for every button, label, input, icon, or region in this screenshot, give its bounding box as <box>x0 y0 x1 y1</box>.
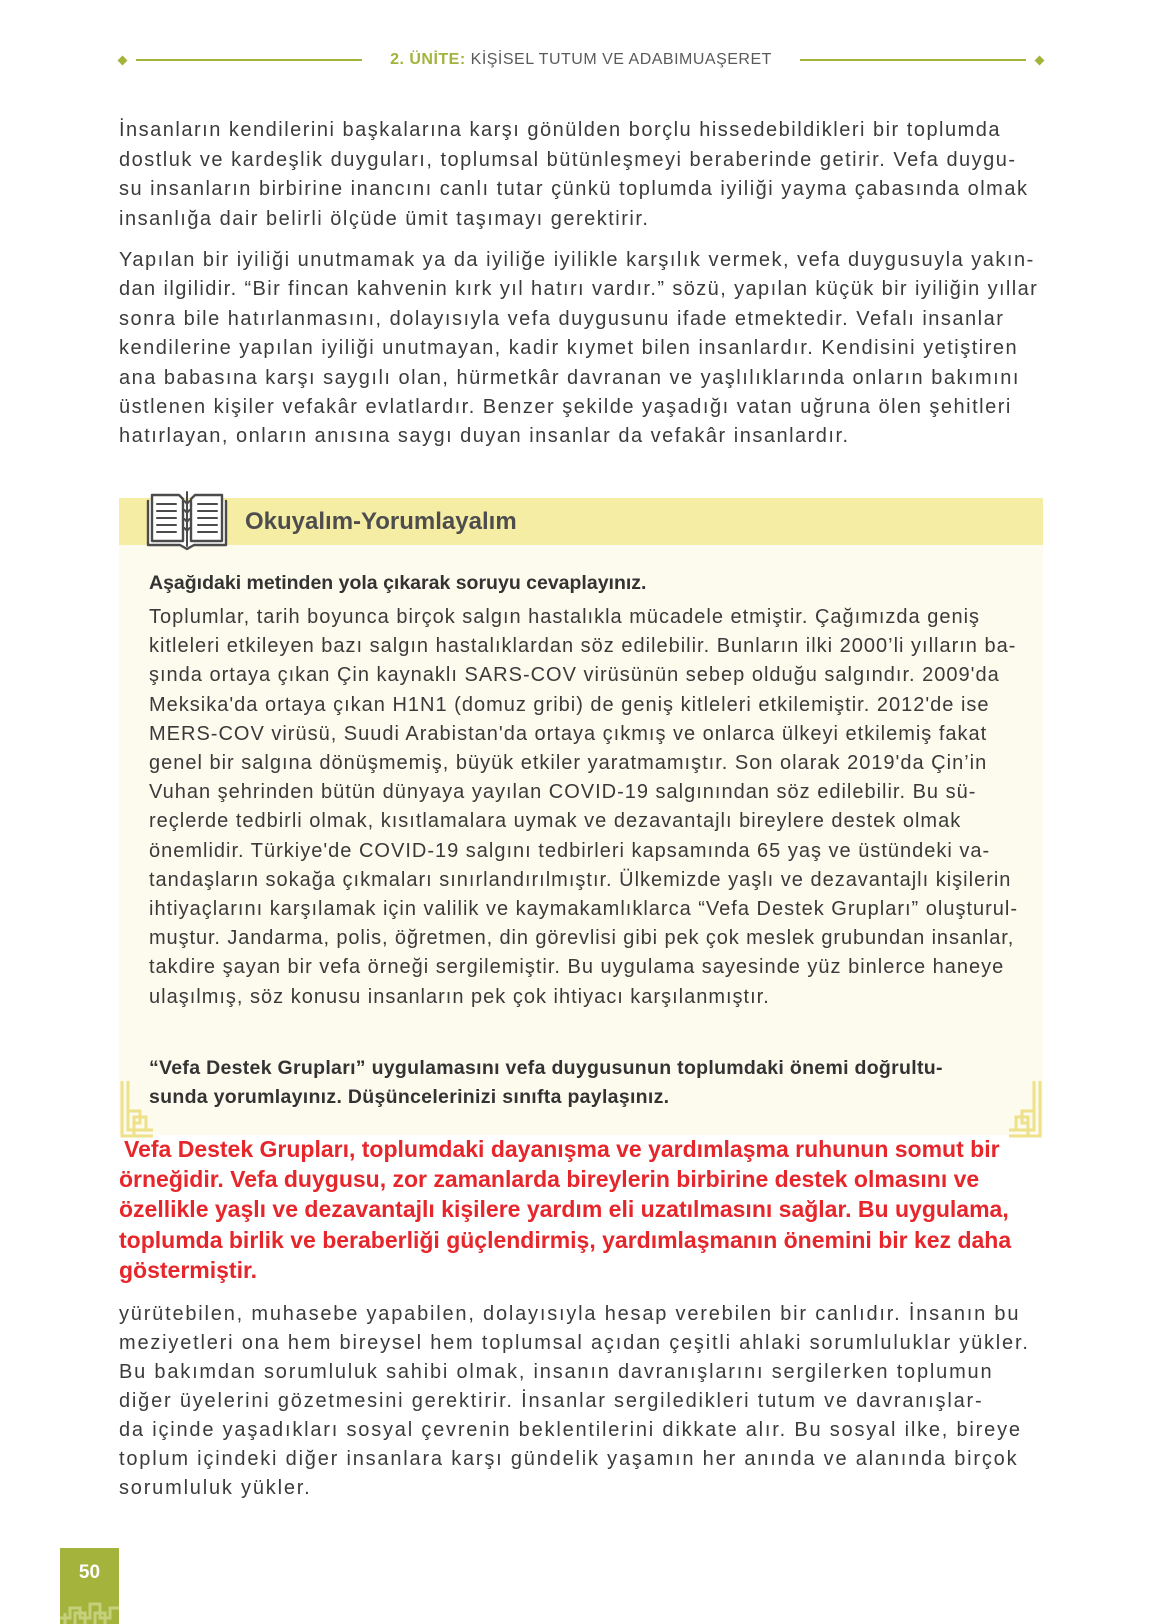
text-line: sonra bile hatırlanmasını, dolayısıyla vefa duygusunu ifade etmektedir. Vefalı insanlar <box>119 307 1005 330</box>
text-line: İnsanların kendilerini başkalarına karşı gönülden borçlu hissedebildikleri bir toplumda <box>119 119 1002 141</box>
text-line: Meksika'da ortaya çıkan H1N1 (domuz gribi) de geniş kitleleri etkilemiştir. 2012'de ise <box>149 693 990 716</box>
text-line: hatırlayan, onların anısına saygı duyan insanlar da vefakâr insanlardır. <box>119 425 850 448</box>
text-line: “Vefa Destek Grupları” uygulamasını vefa duygusunun toplumdaki önemi doğrultu- <box>149 1057 943 1079</box>
text-line: şında ortaya çıkan Çin kaynaklı SARS-COV virüsünün sebep olduğu salgındır. 2009'da <box>149 664 1000 687</box>
student-answer <box>119 1134 1043 1285</box>
intro-paragraph-1 <box>119 116 1043 234</box>
text-line: insanlığa dair belirli ölçüde ümit taşımayı gerektirir. <box>119 207 650 230</box>
text-line: yürütebilen, muhasebe yapabilen, dolayısıyla hesap verebilen bir canlıdır. İnsanın bu <box>119 1303 1021 1325</box>
text-line: takdire şayan bir vefa örneği sergilemiştir. Bu uygulama sayesinde yüz binlerce haneye <box>149 956 1005 979</box>
page-number-tab <box>60 1548 119 1624</box>
text-line: ihtiyaçlarını karşılamak için valilik ve kaymakamlıklarca “Vefa Destek Grupları” oluşturul- <box>149 898 1019 921</box>
text-line: önemlidir. Türkiye'de COVID-19 salgını tedbirleri kapsamında 65 yaş ve üstündeki va- <box>149 839 991 862</box>
text-line: toplumda birlik ve beraberliği güçlendirmiş, yardımlaşmanın önemini bir kez daha <box>119 1226 1012 1253</box>
text-line: kendilerine yapılan iyiliği unutmayan, kadir kıymet bilen insanlardır. Kendisini yetiştiren <box>119 337 1019 360</box>
text-line: dan ilgilidir. “Bir fincan kahvenin kırk yıl hatırı vardır.” sözü, yapılan küçük bir iyiliğin yıllar <box>119 278 1039 301</box>
open-book-icon <box>146 489 228 551</box>
diamond-icon <box>1035 55 1045 65</box>
text-line: Yapılan bir iyiliği unutmamak ya da iyiliğe iyilikle karşılık vermek, vefa duygusuyla yakın- <box>119 249 1035 271</box>
text-line: MERS-COV virüsü, Suudi Arabistan'da ortaya çıkmış ve onlarca ülkeyi etkilemiş fakat <box>149 722 988 745</box>
activity-question <box>149 1054 1019 1112</box>
text-line: kitleleri etkileyen bazı salgın hastalıklardan söz edilebilir. Bunların ilki 2000’li yılların ba- <box>149 635 1017 658</box>
text-line: diğer üyelerini gözetmesini gerektirir. İnsanlar sergiledikleri tutum ve davranışlar- <box>119 1390 984 1412</box>
knot-ornament-icon <box>119 1081 153 1139</box>
text-line: ana babasına karşı saygılı olan, hürmetkâr davranan ve yaşlılıklarında onların bakımını <box>119 366 1020 389</box>
knot-ornament-icon <box>60 1598 119 1624</box>
intro-paragraph-2 <box>119 246 1043 452</box>
unit-title: KİŞİSEL TUTUM VE ADABIMUAŞERET <box>470 51 772 68</box>
text-line: genel bir salgına dönüşmemiş, büyük etkiler yaratmamıştır. Son olarak 2019'da Çin’in <box>149 752 988 775</box>
reading-passage <box>149 603 1019 1012</box>
page-header <box>119 50 1043 70</box>
text-line: muştur. Jandarma, polis, öğretmen, din görevlisi gibi pek çok meslek grubundan insanlar, <box>149 927 1015 950</box>
knot-ornament-icon <box>1009 1081 1043 1139</box>
text-line: ulaşılmış, söz konusu insanların pek çok ihtiyacı karşılanmıştır. <box>149 985 770 1008</box>
text-line: da içinde yaşadıkları sosyal çevrenin beklentilerini dikkate alır. Bu sosyal ilke, bireye <box>119 1419 1022 1441</box>
text-line: örneğidir. Vefa duygusu, zor zamanlarda bireylerin birbirine destek olmasını ve <box>119 1166 980 1193</box>
text-line: reçlerde tedbirli olmak, kısıtlamalara uymak ve dezavantajlı bireylere destek olmak <box>149 810 962 833</box>
text-line: üstlenen kişiler vefakâr evlatlardır. Benzer şekilde yaşadığı vatan uğruna ölen şehitleri <box>119 396 1012 419</box>
text-line: sorumluluk yükler. <box>119 1477 312 1499</box>
header-rule-right <box>800 59 1026 62</box>
unit-number: 2. ÜNİTE: <box>390 51 466 68</box>
text-line: meziyetleri ona hem bireysel hem toplumsal açıdan çeşitli ahlaki sorumluluklar yükler. <box>119 1332 1030 1354</box>
unit-heading <box>390 51 772 69</box>
page-number: 50 <box>78 1562 101 1583</box>
text-line: Vuhan şehrinden bütün dünyaya yayılan COVID-19 salgınından söz edilebilir. Bu sü- <box>149 781 977 804</box>
text-line: sunda yorumlayınız. Düşüncelerinizi sınıfta paylaşınız. <box>149 1086 670 1108</box>
text-line: Aşağıdaki metinden yola çıkarak soruyu cevaplayınız. <box>149 572 647 594</box>
activity-box <box>119 489 1043 1139</box>
text-line: özellikle yaşlı ve dezavantajlı kişilere yardım eli uzatılmasını sağlar. Bu uygulama, <box>119 1196 1009 1223</box>
text-line: toplum içindeki diğer insanlara karşı gündelik yaşamın her anında ve alanında birçok <box>119 1448 1019 1470</box>
text-line: tandaşların sokağa çıkmaları sınırlandırılmıştır. Ülkemizde yaşlı ve dezavantajlı kişilerin <box>149 868 1012 891</box>
text-line: dostluk ve kardeşlik duyguları, toplumsal bütünleşmeyi beraberinde getirir. Vefa duygu- <box>119 148 1017 171</box>
text-line: Vefa Destek Grupları, toplumdaki dayanışma ve yardımlaşma ruhunun somut bir <box>124 1136 1000 1162</box>
activity-instruction <box>149 569 1019 597</box>
text-line: Bu bakımdan sorumluluk sahibi olmak, insanın davranışlarını sergilerken toplumun <box>119 1361 994 1383</box>
text-line: su insanların birbirine inancını canlı tutar çünkü toplumda iyiliği yayma çabasında olmak <box>119 178 1029 200</box>
text-line: göstermiştir. <box>119 1256 258 1283</box>
header-rule-left <box>136 59 362 62</box>
diamond-icon <box>118 55 128 65</box>
activity-title: Okuyalım-Yorumlayalım <box>245 508 517 535</box>
text-line: Toplumlar, tarih boyunca birçok salgın hastalıkla mücadele etmiştir. Çağımızda geniş <box>149 606 981 628</box>
closing-paragraph <box>119 1300 1043 1503</box>
